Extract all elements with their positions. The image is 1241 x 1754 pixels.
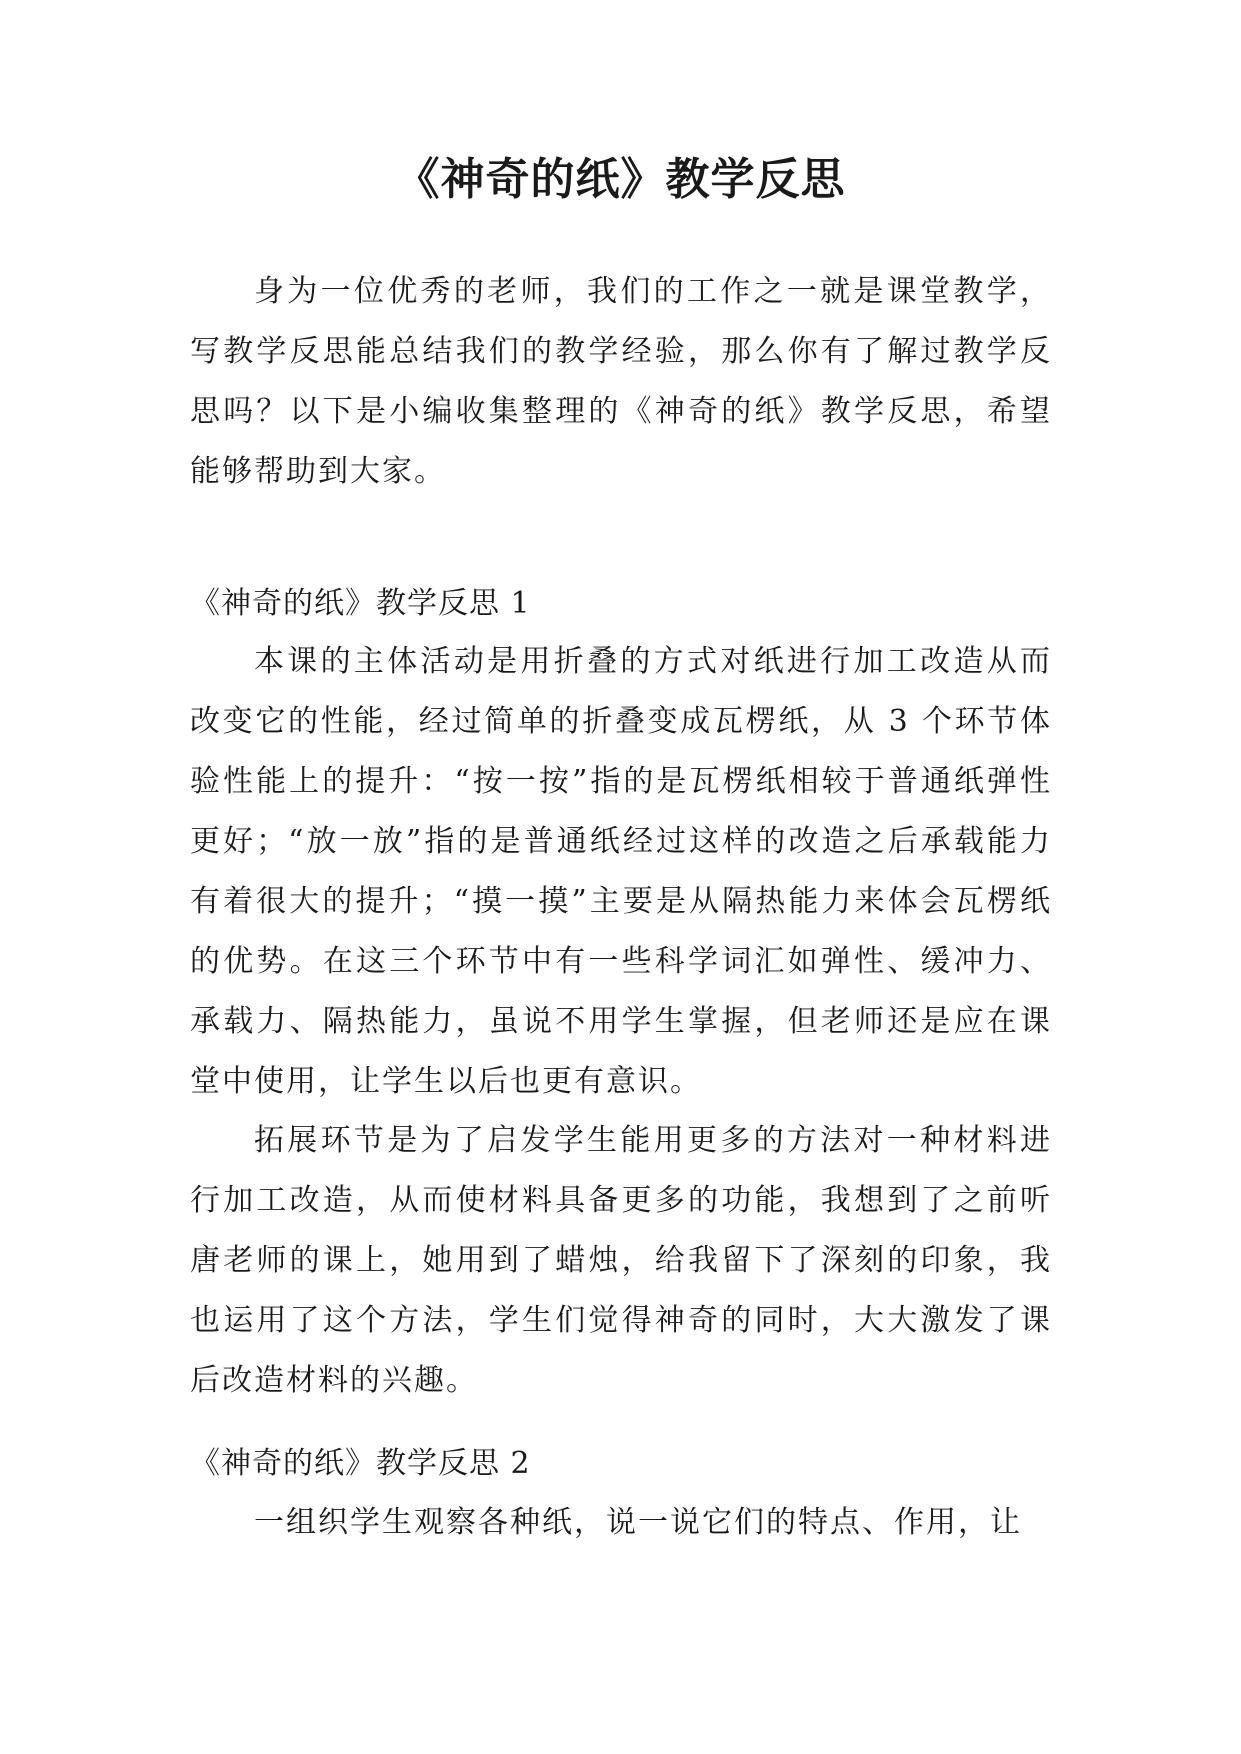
section-2-paragraph-1: 一组织学生观察各种纸，说一说它们的特点、作用，让 bbox=[254, 1505, 1022, 1540]
section-heading-2: 《神奇的纸》教学反思 2 bbox=[190, 1446, 531, 1481]
intro-paragraph: 身为一位优秀的老师，我们的工作之一就是课堂教学，写教学反思能总结我们的教学经验，那么你有了解过教学反思吗？以下是小编收集整理的《神奇的纸》教学反思，希望能够帮助到大家。 bbox=[190, 274, 1052, 489]
section-1-paragraph-1: 本课的主体活动是用折叠的方式对纸进行加工改造从而改变它的性能，经过简单的折叠变成瓦楞纸，从 3 个环节体验性能上的提升：“按一按”指的是瓦楞纸相较于普通纸弹性更好；“放一放”指的是普通纸经过这样的改造之后承载能力有着很大的提升；“摸一摸”主要是从隔热能力来体会瓦楞纸的优势。在这三个环节中有一些科学词汇如弹性、缓冲力、承载力、隔热能力，虽说不用学生掌握，但老师还是应在课堂中使用，让学生以后也更有意识。 bbox=[190, 644, 1052, 1099]
section-heading-1: 《神奇的纸》教学反思 1 bbox=[190, 586, 531, 621]
section-1-paragraph-2: 拓展环节是为了启发学生能用更多的方法对一种材料进行加工改造，从而使材料具备更多的功能，我想到了之前听唐老师的课上，她用到了蜡烛，给我留下了深刻的印象，我也运用了这个方法，学生们觉得神奇的同时，大大激发了课后改造材料的兴趣。 bbox=[190, 1123, 1052, 1398]
document-title: 《神奇的纸》教学反思 bbox=[395, 154, 846, 205]
